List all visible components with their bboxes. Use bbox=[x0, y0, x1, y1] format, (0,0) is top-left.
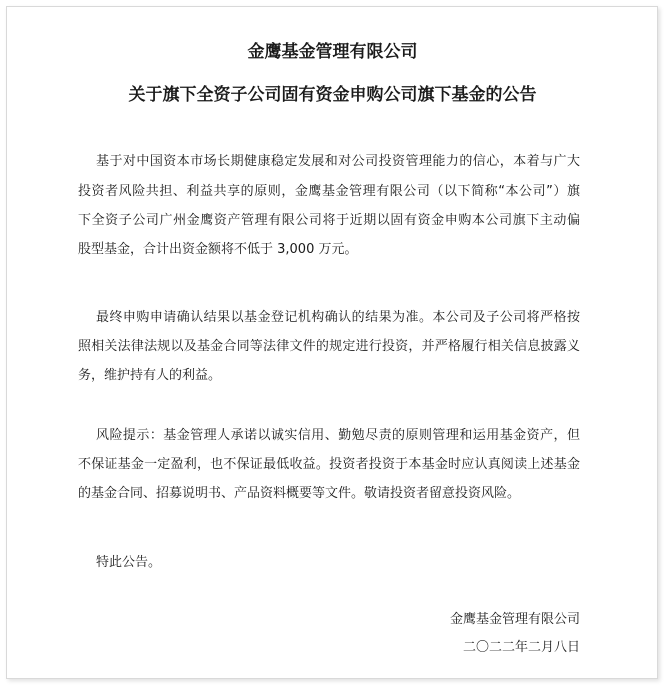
signature-company: 金鹰基金管理有限公司 bbox=[449, 612, 580, 627]
paragraph-line: 下全资子公司广州金鹰资产管理有限公司将于近期以固有资金申购本公司旗下主动偏 bbox=[78, 213, 580, 228]
paragraph-line: 风险提示：基金管理人承诺以诚实信用、勤勉尽责的原则管理和运用基金资产，但 bbox=[96, 428, 580, 443]
paragraph-line: 基于对中国资本市场长期健康稳定发展和对公司投资管理能力的信心，本着与广大 bbox=[96, 154, 580, 169]
paragraph-line: 照相关法律法规以及基金合同等法律文件的规定进行投资，并严格履行相关信息披露义 bbox=[78, 339, 580, 354]
paragraph-line: 投资者风险共担、利益共享的原则，金鹰基金管理有限公司（以下简称“本公司”）旗 bbox=[78, 184, 580, 199]
paragraph-line: 务，维护持有人的利益。 bbox=[78, 368, 222, 383]
paragraph-line: 最终申购申请确认结果以基金登记机构确认的结果为准。本公司及子公司将严格按 bbox=[96, 310, 580, 325]
paragraph-line: 不保证基金一定盈利，也不保证最低收益。投资者投资于本基金时应认真阅读上述基金 bbox=[78, 457, 580, 472]
paragraph-line: 的基金合同、招募说明书、产品资料概要等文件。敬请投资者留意投资风险。 bbox=[78, 486, 521, 501]
paragraph-line: 股型基金，合计出资金额将不低于 3,000 万元。 bbox=[78, 242, 358, 257]
closing-statement: 特此公告。 bbox=[96, 555, 162, 570]
signature-date: 二〇二二年二月八日 bbox=[462, 640, 580, 655]
announcement-title: 关于旗下全资子公司固有资金申购公司旗下基金的公告 bbox=[128, 85, 537, 105]
company-heading: 金鹰基金管理有限公司 bbox=[247, 42, 418, 62]
